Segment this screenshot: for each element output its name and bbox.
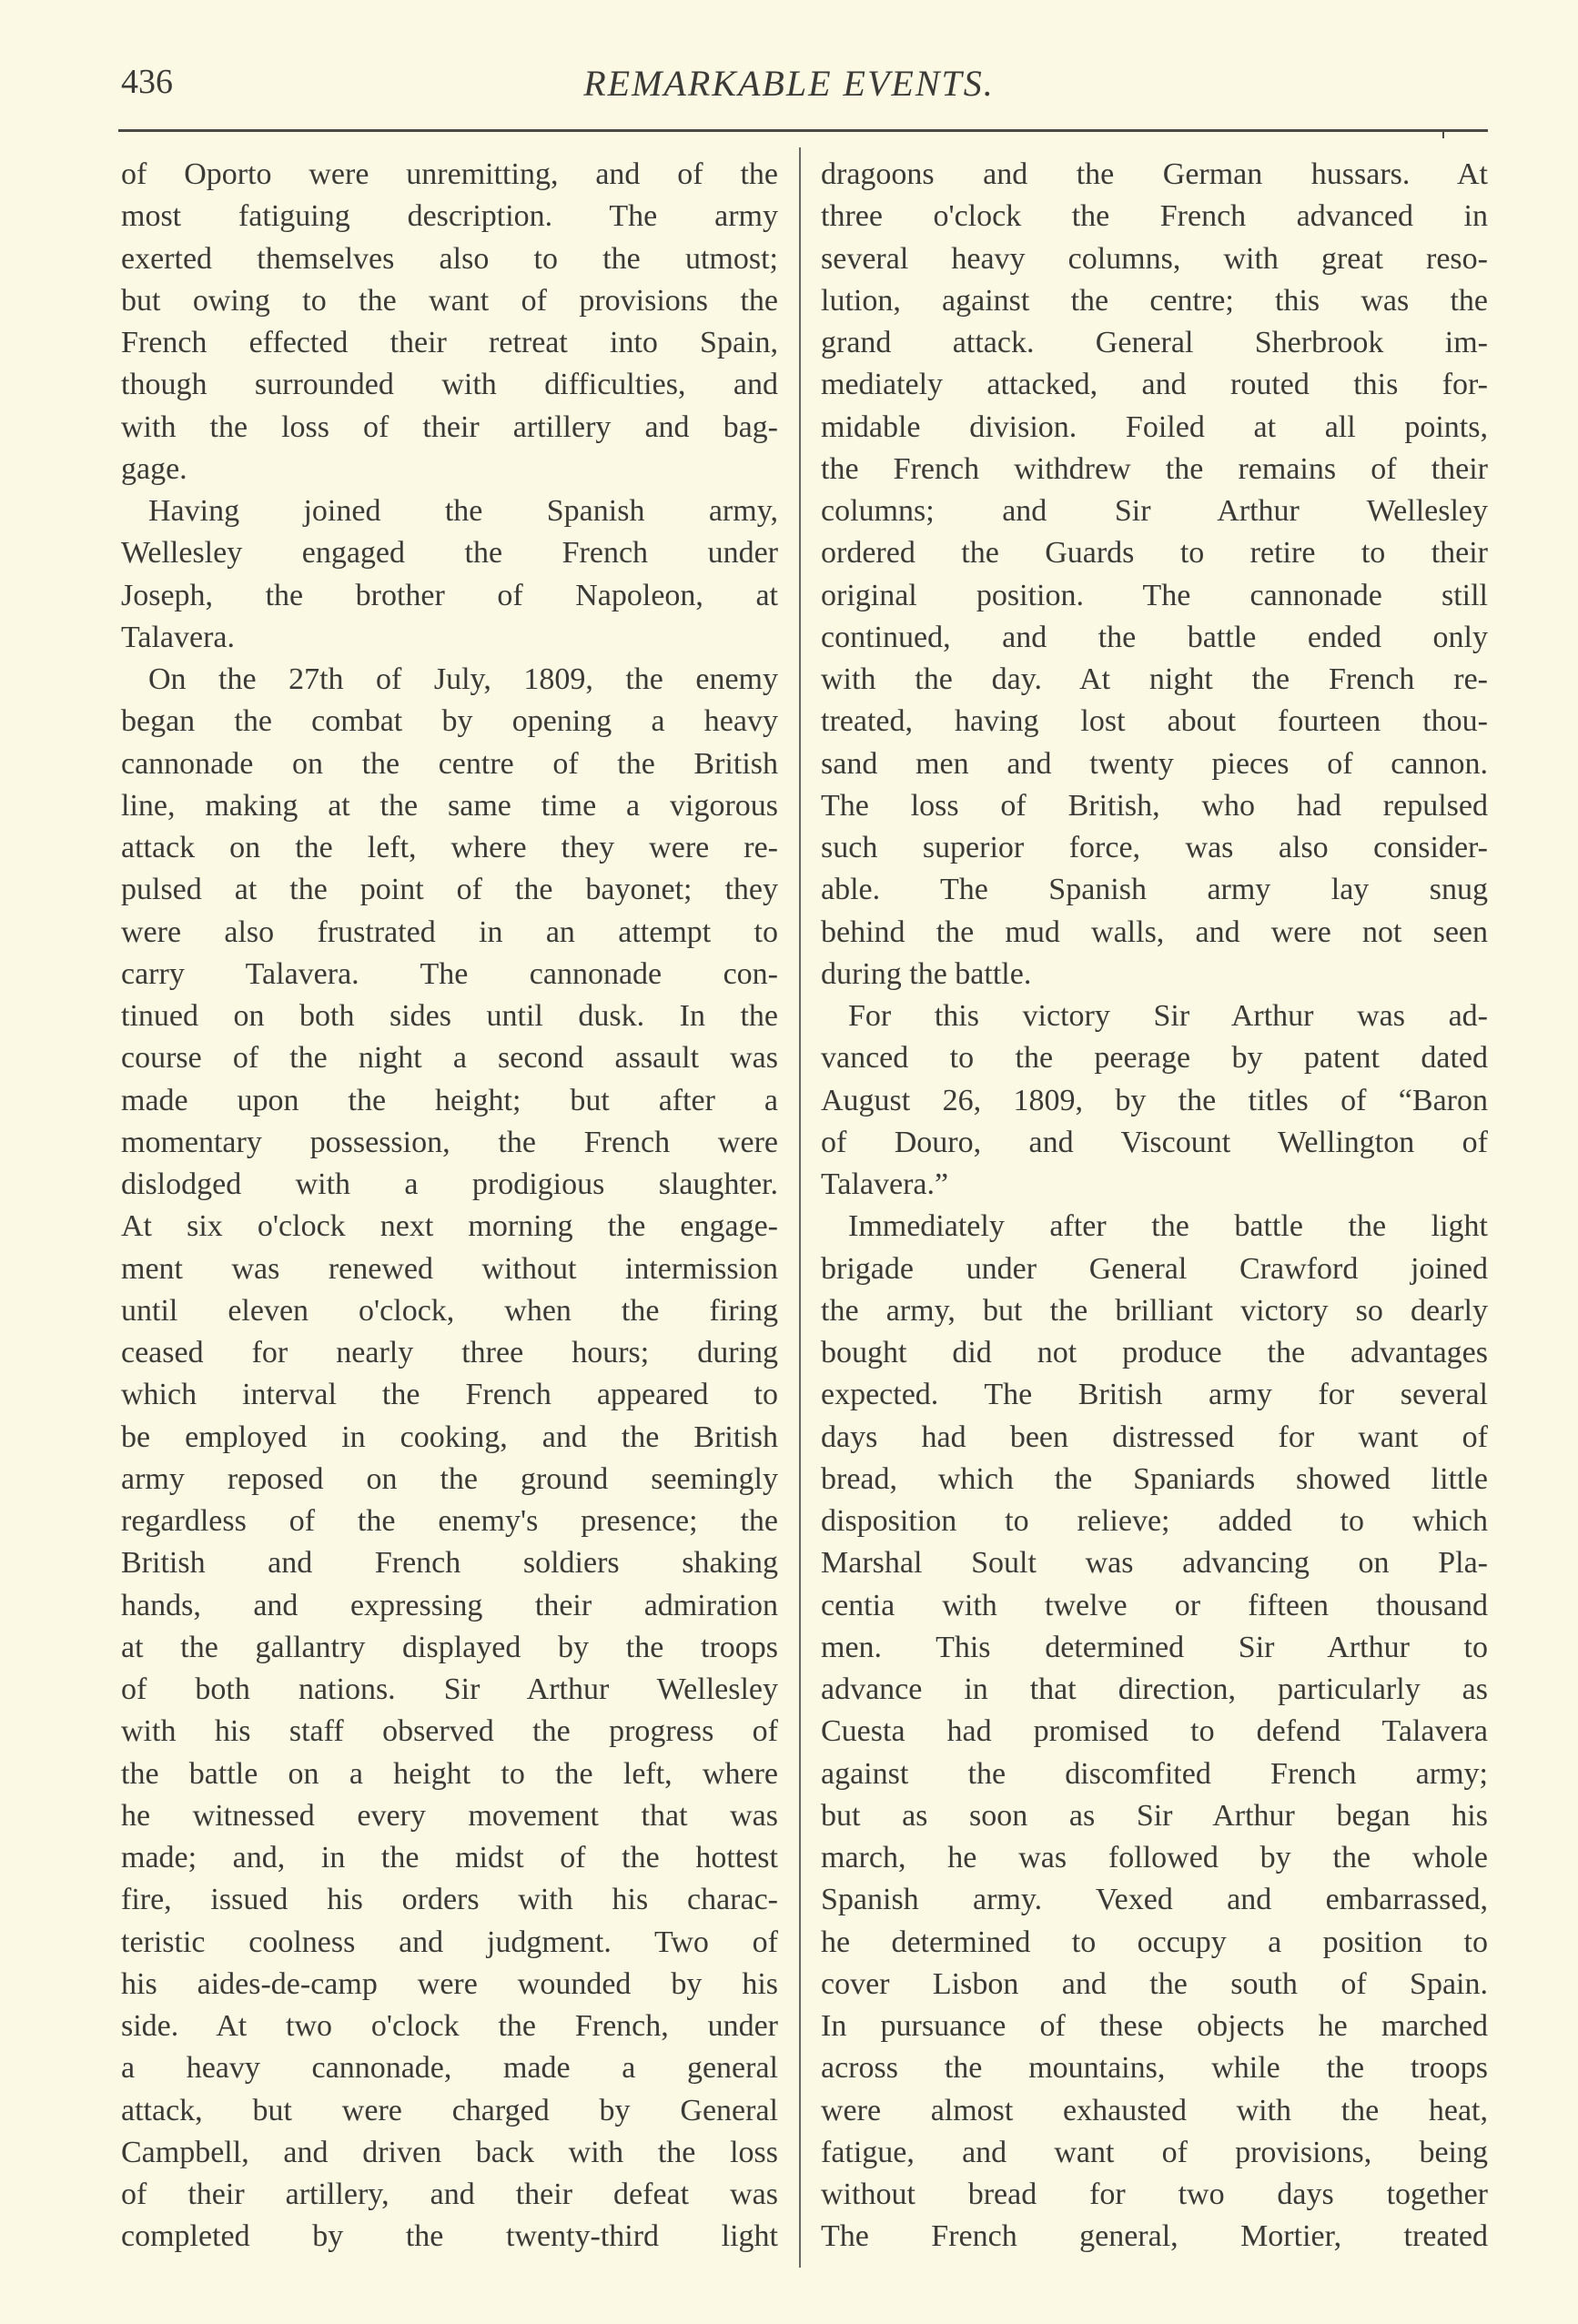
text-line: made upon the height; but after a	[121, 1083, 778, 1117]
running-title: REMARKABLE EVENTS.	[583, 63, 995, 104]
text-line: continued, and the battle ended only	[821, 620, 1488, 654]
text-line: teristic coolness and judgment. Two of	[121, 1925, 778, 1959]
text-line: of Oporto were unremitting, and of the	[121, 157, 778, 191]
text-line: of their artillery, and their defeat was	[121, 2177, 778, 2211]
text-line: sand men and twenty pieces of cannon.	[821, 746, 1488, 781]
text-line: carry Talavera. The cannonade con-	[121, 956, 778, 991]
text-line: Having joined the Spanish army,	[148, 494, 778, 528]
text-line: were also frustrated in an attempt to	[121, 914, 778, 949]
page-number: 436	[121, 63, 173, 101]
text-line: lution, against the centre; this was the	[821, 283, 1488, 318]
text-line: against the discomfited French army;	[821, 1756, 1488, 1791]
text-line: he witnessed every movement that was	[121, 1798, 778, 1833]
text-line: but owing to the want of provisions the	[121, 283, 778, 318]
text-line: until eleven o'clock, when the firing	[121, 1293, 778, 1328]
text-line: made; and, in the midst of the hottest	[121, 1841, 778, 1874]
text-line: though surrounded with difficulties, and	[121, 368, 778, 402]
text-line: Cuesta had promised to defend Talavera	[821, 1714, 1488, 1749]
text-line: Wellesley engaged the French under	[121, 536, 778, 571]
text-line: of both nations. Sir Arthur Wellesley	[121, 1672, 778, 1706]
text-line: at the gallantry displayed by the troops	[121, 1630, 778, 1664]
text-line: original position. The cannonade still	[821, 578, 1488, 612]
text-line: grand attack. General Sherbrook im-	[821, 326, 1488, 359]
right-column	[821, 154, 1488, 2258]
text-line: In pursuance of these objects he marched	[821, 2009, 1488, 2043]
text-line: mediately attacked, and routed this for-	[821, 368, 1488, 402]
text-line: army reposed on the ground seemingly	[121, 1461, 778, 1496]
text-line: cover Lisbon and the south of Spain.	[821, 1966, 1488, 2001]
text-line: centia with twelve or fifteen thousand	[821, 1588, 1488, 1622]
text-line: Immediately after the battle the light	[848, 1209, 1488, 1244]
text-line: able. The Spanish army lay snug	[821, 873, 1488, 907]
text-line: during the battle.	[821, 956, 1032, 991]
text-line: regardless of the enemy's presence; the	[121, 1504, 778, 1538]
text-line: British and French soldiers shaking	[121, 1546, 778, 1581]
text-line: exerted themselves also to the utmost;	[121, 241, 778, 276]
text-line: his aides-de-camp were wounded by his	[121, 1966, 778, 2001]
text-line: The loss of British, who had repulsed	[821, 788, 1488, 823]
text-line: On the 27th of July, 1809, the enemy	[148, 662, 778, 696]
text-line: midable division. Foiled at all points,	[821, 409, 1488, 444]
text-line: side. At two o'clock the French, under	[121, 2009, 778, 2043]
header-rule-tick	[1442, 129, 1444, 138]
text-line: Talavera.”	[821, 1167, 949, 1201]
text-line: fire, issued his orders with his charac-	[121, 1883, 778, 1917]
text-line: with the loss of their artillery and bag-	[121, 409, 778, 444]
text-line: march, he was followed by the whole	[821, 1841, 1488, 1874]
header-rule	[118, 129, 1488, 132]
text-line: Joseph, the brother of Napoleon, at	[121, 578, 778, 612]
text-line: expected. The British army for several	[821, 1378, 1488, 1412]
text-line: bought did not produce the advantages	[821, 1336, 1488, 1369]
text-line: Talavera.	[121, 620, 236, 654]
text-line: momentary possession, the French were	[121, 1125, 778, 1159]
text-line: ceased for nearly three hours; during	[121, 1336, 778, 1369]
text-line: completed by the twenty-third light	[121, 2219, 778, 2254]
text-line: disposition to relieve; added to which	[821, 1504, 1488, 1538]
text-line: with his staff observed the progress of	[121, 1714, 778, 1749]
text-line: ment was renewed without intermission	[121, 1251, 778, 1286]
text-line: course of the night a second assault was	[121, 1041, 778, 1076]
text-line: were almost exhausted with the heat,	[821, 2093, 1488, 2127]
text-line: several heavy columns, with great reso-	[821, 241, 1488, 276]
text-line: the French withdrew the remains of their	[821, 451, 1488, 486]
text-line: pulsed at the point of the bayonet; they	[121, 873, 778, 907]
text-line: The French general, Mortier, treated	[821, 2219, 1488, 2254]
column-divider	[799, 147, 801, 2268]
text-line: hands, and expressing their admiration	[121, 1588, 778, 1622]
text-line: August 26, 1809, by the titles of “Baron	[821, 1083, 1488, 1117]
text-line: without bread for two days together	[821, 2177, 1488, 2211]
text-line: dislodged with a prodigious slaughter.	[121, 1167, 778, 1201]
text-line: treated, having lost about fourteen thou-	[821, 704, 1488, 739]
text-line: but as soon as Sir Arthur began his	[821, 1798, 1488, 1833]
text-line: For this victory Sir Arthur was ad-	[848, 999, 1488, 1033]
text-line: French effected their retreat into Spain,	[121, 326, 778, 359]
text-line: behind the mud walls, and were not seen	[821, 914, 1488, 949]
text-line: Marshal Soult was advancing on Pla-	[821, 1546, 1488, 1581]
text-line: attack, but were charged by General	[121, 2093, 778, 2127]
text-line: days had been distressed for want of	[821, 1420, 1488, 1454]
text-line: brigade under General Crawford joined	[821, 1251, 1488, 1286]
text-line: of Douro, and Viscount Wellington of	[821, 1125, 1488, 1159]
text-line: three o'clock the French advanced in	[821, 199, 1488, 234]
text-line: dragoons and the German hussars. At	[821, 157, 1488, 191]
text-line: such superior force, was also consider-	[821, 831, 1488, 864]
text-line: began the combat by opening a heavy	[121, 704, 778, 739]
text-line: line, making at the same time a vigorous	[121, 788, 778, 823]
text-line: the battle on a height to the left, where	[121, 1756, 778, 1791]
text-line: At six o'clock next morning the engage-	[121, 1209, 778, 1244]
text-line: cannonade on the centre of the British	[121, 746, 778, 781]
left-column	[121, 154, 778, 2258]
text-line: advance in that direction, particularly as	[821, 1672, 1488, 1706]
text-line: fatigue, and want of provisions, being	[821, 2135, 1488, 2169]
text-line: men. This determined Sir Arthur to	[821, 1630, 1488, 1664]
text-line: most fatiguing description. The army	[121, 199, 778, 234]
text-line: a heavy cannonade, made a general	[121, 2051, 778, 2086]
text-line: across the mountains, while the troops	[821, 2051, 1488, 2086]
text-line: he determined to occupy a position to	[821, 1925, 1488, 1959]
text-line: tinued on both sides until dusk. In the	[121, 999, 778, 1033]
text-line: which interval the French appeared to	[121, 1378, 778, 1412]
text-line: Spanish army. Vexed and embarrassed,	[821, 1883, 1488, 1917]
text-line: Campbell, and driven back with the loss	[121, 2135, 778, 2169]
text-line: attack on the left, where they were re-	[121, 831, 778, 864]
text-line: the army, but the brilliant victory so dearly	[821, 1293, 1488, 1328]
text-line: vanced to the peerage by patent dated	[821, 1041, 1488, 1076]
text-line: columns; and Sir Arthur Wellesley	[821, 494, 1488, 528]
text-line: be employed in cooking, and the British	[121, 1420, 778, 1454]
text-line: bread, which the Spaniards showed little	[821, 1461, 1488, 1496]
text-line: ordered the Guards to retire to their	[821, 536, 1488, 571]
text-line: with the day. At night the French re-	[821, 662, 1488, 696]
text-line: gage.	[121, 451, 187, 486]
